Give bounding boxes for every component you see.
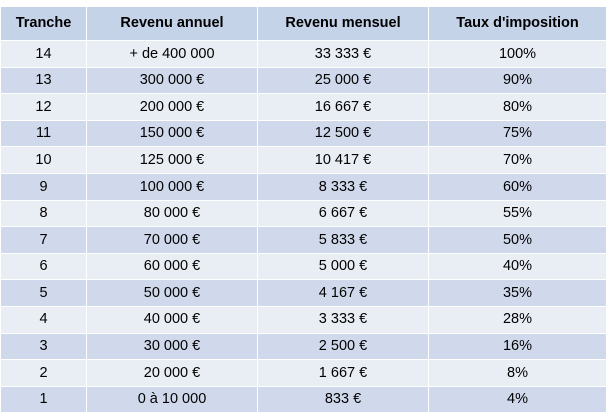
- cell-revenu-annuel: 20 000 €: [87, 360, 258, 387]
- cell-revenu-mensuel: 8 333 €: [258, 173, 429, 200]
- cell-revenu-mensuel: 10 417 €: [258, 147, 429, 174]
- table-row: [1, 253, 607, 280]
- table-row: [1, 386, 607, 413]
- cell-tranche: 10: [1, 147, 87, 174]
- table-row: [1, 333, 607, 360]
- cell-revenu-mensuel: 2 500 €: [258, 333, 429, 360]
- cell-tranche: 13: [1, 67, 87, 94]
- cell-tranche: 2: [1, 360, 87, 387]
- cell-revenu-annuel: 40 000 €: [87, 306, 258, 333]
- cell-revenu-mensuel: 25 000 €: [258, 67, 429, 94]
- table-row: [1, 41, 607, 68]
- cell-tranche: 5: [1, 280, 87, 307]
- header-revenu-annuel: Revenu annuel: [87, 7, 258, 41]
- cell-taux: 75%: [429, 120, 607, 147]
- cell-taux: 35%: [429, 280, 607, 307]
- cell-taux: 70%: [429, 147, 607, 174]
- cell-revenu-mensuel: 1 667 €: [258, 360, 429, 387]
- cell-tranche: 11: [1, 120, 87, 147]
- cell-tranche: 14: [1, 41, 87, 68]
- cell-taux: 8%: [429, 360, 607, 387]
- header-taux-imposition: Taux d'imposition: [429, 7, 607, 41]
- cell-taux: 60%: [429, 173, 607, 200]
- table-row: [1, 94, 607, 121]
- cell-revenu-annuel: 150 000 €: [87, 120, 258, 147]
- cell-revenu-annuel: 50 000 €: [87, 280, 258, 307]
- table-row: [1, 280, 607, 307]
- table-header: [1, 7, 607, 41]
- header-revenu-mensuel: Revenu mensuel: [258, 7, 429, 41]
- cell-revenu-mensuel: 16 667 €: [258, 94, 429, 121]
- cell-taux: 50%: [429, 227, 607, 254]
- cell-revenu-mensuel: 5 833 €: [258, 227, 429, 254]
- cell-revenu-annuel: 300 000 €: [87, 67, 258, 94]
- cell-revenu-annuel: + de 400 000: [87, 41, 258, 68]
- cell-revenu-annuel: 80 000 €: [87, 200, 258, 227]
- cell-revenu-mensuel: 4 167 €: [258, 280, 429, 307]
- cell-taux: 16%: [429, 333, 607, 360]
- cell-revenu-mensuel: 833 €: [258, 386, 429, 413]
- table-row: [1, 120, 607, 147]
- cell-revenu-mensuel: 5 000 €: [258, 253, 429, 280]
- cell-revenu-mensuel: 3 333 €: [258, 306, 429, 333]
- cell-tranche: 3: [1, 333, 87, 360]
- cell-revenu-annuel: 70 000 €: [87, 227, 258, 254]
- cell-tranche: 9: [1, 173, 87, 200]
- cell-revenu-mensuel: 12 500 €: [258, 120, 429, 147]
- table-row: [1, 200, 607, 227]
- cell-revenu-annuel: 100 000 €: [87, 173, 258, 200]
- cell-revenu-mensuel: 6 667 €: [258, 200, 429, 227]
- cell-revenu-annuel: 30 000 €: [87, 333, 258, 360]
- cell-revenu-annuel: 60 000 €: [87, 253, 258, 280]
- header-tranche: Tranche: [1, 7, 87, 41]
- cell-revenu-annuel: 125 000 €: [87, 147, 258, 174]
- table-row: [1, 67, 607, 94]
- table-body: [1, 41, 607, 413]
- cell-taux: 40%: [429, 253, 607, 280]
- cell-tranche: 4: [1, 306, 87, 333]
- table-row: [1, 306, 607, 333]
- cell-taux: 100%: [429, 41, 607, 68]
- cell-tranche: 6: [1, 253, 87, 280]
- table-row: [1, 360, 607, 387]
- cell-revenu-annuel: 0 à 10 000: [87, 386, 258, 413]
- tax-bracket-table: [0, 6, 607, 413]
- table-row: [1, 227, 607, 254]
- cell-revenu-annuel: 200 000 €: [87, 94, 258, 121]
- table-row: [1, 173, 607, 200]
- cell-taux: 90%: [429, 67, 607, 94]
- cell-taux: 80%: [429, 94, 607, 121]
- cell-tranche: 1: [1, 386, 87, 413]
- cell-taux: 55%: [429, 200, 607, 227]
- cell-tranche: 12: [1, 94, 87, 121]
- cell-taux: 28%: [429, 306, 607, 333]
- cell-revenu-mensuel: 33 333 €: [258, 41, 429, 68]
- table-row: [1, 147, 607, 174]
- cell-taux: 4%: [429, 386, 607, 413]
- cell-tranche: 7: [1, 227, 87, 254]
- cell-tranche: 8: [1, 200, 87, 227]
- header-row: [1, 7, 607, 41]
